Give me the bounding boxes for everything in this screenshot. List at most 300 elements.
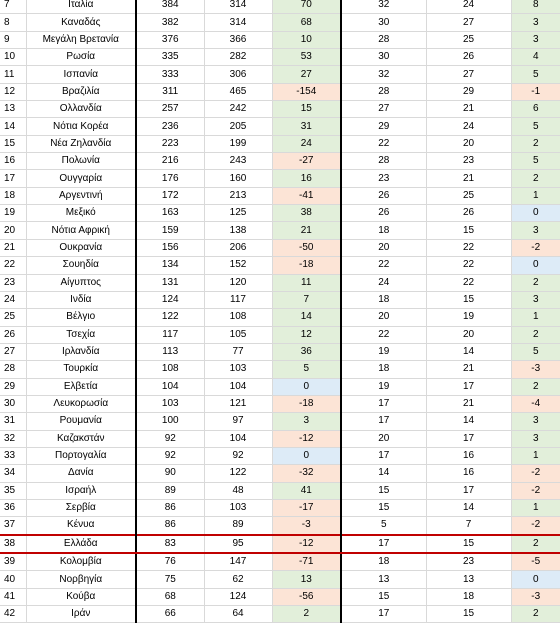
table-row xyxy=(0,413,560,430)
difference-cell: 0 xyxy=(272,447,341,464)
value-b-cell: 104 xyxy=(204,430,272,447)
table-row xyxy=(0,0,560,14)
value-a-cell: 382 xyxy=(136,14,204,31)
table-row xyxy=(0,118,560,135)
value-a-cell: 384 xyxy=(136,0,204,14)
difference-cell: 2 xyxy=(272,606,341,623)
table-row xyxy=(0,14,560,31)
table-row xyxy=(0,517,560,535)
rank-cell: 9 xyxy=(0,31,26,48)
difference-cell: 0 xyxy=(272,378,341,395)
table-row xyxy=(0,465,560,482)
country-cell: Ρουμανία xyxy=(26,413,136,430)
country-cell: Νέα Ζηλανδία xyxy=(26,135,136,152)
difference-cell: 68 xyxy=(272,14,341,31)
value-c-cell: 29 xyxy=(341,118,426,135)
value-d-cell: 21 xyxy=(426,170,511,187)
difference-cell: -3 xyxy=(272,517,341,535)
value-e-cell: 2 xyxy=(511,378,560,395)
value-b-cell: 147 xyxy=(204,553,272,571)
difference-cell: 36 xyxy=(272,343,341,360)
table-row xyxy=(0,447,560,464)
difference-cell: -18 xyxy=(272,257,341,274)
value-b-cell: 103 xyxy=(204,499,272,516)
rank-cell: 30 xyxy=(0,395,26,412)
table-row xyxy=(0,343,560,360)
difference-cell: 31 xyxy=(272,118,341,135)
table-row xyxy=(0,326,560,343)
table-row xyxy=(0,135,560,152)
value-c-cell: 28 xyxy=(341,83,426,100)
value-d-cell: 20 xyxy=(426,326,511,343)
value-a-cell: 108 xyxy=(136,361,204,378)
value-d-cell: 21 xyxy=(426,361,511,378)
value-e-cell: 0 xyxy=(511,205,560,222)
value-d-cell: 27 xyxy=(426,14,511,31)
value-b-cell: 124 xyxy=(204,588,272,605)
value-b-cell: 92 xyxy=(204,447,272,464)
value-e-cell: 3 xyxy=(511,14,560,31)
country-cell: Ισπανία xyxy=(26,66,136,83)
value-e-cell: 3 xyxy=(511,413,560,430)
table-row xyxy=(0,535,560,553)
value-b-cell: 120 xyxy=(204,274,272,291)
country-cell: Ελλάδα xyxy=(26,535,136,553)
value-b-cell: 117 xyxy=(204,291,272,308)
value-d-cell: 22 xyxy=(426,257,511,274)
value-e-cell: -5 xyxy=(511,553,560,571)
value-a-cell: 176 xyxy=(136,170,204,187)
difference-cell: 7 xyxy=(272,291,341,308)
country-cell: Ουγγαρία xyxy=(26,170,136,187)
value-c-cell: 26 xyxy=(341,205,426,222)
value-d-cell: 14 xyxy=(426,499,511,516)
value-e-cell: 2 xyxy=(511,170,560,187)
value-d-cell: 19 xyxy=(426,309,511,326)
value-a-cell: 68 xyxy=(136,588,204,605)
value-d-cell: 7 xyxy=(426,517,511,535)
country-cell: Ολλανδία xyxy=(26,101,136,118)
value-a-cell: 83 xyxy=(136,535,204,553)
value-a-cell: 131 xyxy=(136,274,204,291)
table-row xyxy=(0,588,560,605)
difference-cell: 38 xyxy=(272,205,341,222)
rank-cell: 26 xyxy=(0,326,26,343)
country-cell: Ινδία xyxy=(26,291,136,308)
rank-cell: 8 xyxy=(0,14,26,31)
value-c-cell: 19 xyxy=(341,343,426,360)
value-a-cell: 92 xyxy=(136,447,204,464)
country-cell: Κένυα xyxy=(26,517,136,535)
value-e-cell: 1 xyxy=(511,187,560,204)
value-e-cell: -2 xyxy=(511,482,560,499)
value-c-cell: 24 xyxy=(341,274,426,291)
table-row xyxy=(0,309,560,326)
value-b-cell: 138 xyxy=(204,222,272,239)
value-d-cell: 29 xyxy=(426,83,511,100)
value-e-cell: 5 xyxy=(511,343,560,360)
value-e-cell: 3 xyxy=(511,222,560,239)
country-cell: Νότια Αφρική xyxy=(26,222,136,239)
value-d-cell: 23 xyxy=(426,153,511,170)
value-b-cell: 122 xyxy=(204,465,272,482)
value-d-cell: 24 xyxy=(426,0,511,14)
value-a-cell: 100 xyxy=(136,413,204,430)
value-e-cell: 0 xyxy=(511,571,560,588)
value-d-cell: 15 xyxy=(426,291,511,308)
value-c-cell: 30 xyxy=(341,14,426,31)
value-b-cell: 108 xyxy=(204,309,272,326)
country-cell: Καζακστάν xyxy=(26,430,136,447)
value-b-cell: 152 xyxy=(204,257,272,274)
value-c-cell: 15 xyxy=(341,482,426,499)
value-d-cell: 21 xyxy=(426,395,511,412)
country-cell: Κούβα xyxy=(26,588,136,605)
value-b-cell: 160 xyxy=(204,170,272,187)
value-e-cell: 5 xyxy=(511,66,560,83)
value-d-cell: 17 xyxy=(426,378,511,395)
rank-cell: 37 xyxy=(0,517,26,535)
value-c-cell: 18 xyxy=(341,291,426,308)
value-b-cell: 206 xyxy=(204,239,272,256)
value-a-cell: 86 xyxy=(136,517,204,535)
table-row xyxy=(0,239,560,256)
value-a-cell: 86 xyxy=(136,499,204,516)
difference-cell: -56 xyxy=(272,588,341,605)
value-d-cell: 15 xyxy=(426,222,511,239)
value-a-cell: 134 xyxy=(136,257,204,274)
rank-cell: 24 xyxy=(0,291,26,308)
value-e-cell: 2 xyxy=(511,135,560,152)
table-row xyxy=(0,291,560,308)
value-e-cell: 3 xyxy=(511,31,560,48)
rank-cell: 13 xyxy=(0,101,26,118)
value-e-cell: -1 xyxy=(511,83,560,100)
difference-cell: -12 xyxy=(272,430,341,447)
value-d-cell: 18 xyxy=(426,588,511,605)
value-d-cell: 20 xyxy=(426,135,511,152)
difference-cell: 11 xyxy=(272,274,341,291)
value-c-cell: 18 xyxy=(341,553,426,571)
country-cell: Καναδάς xyxy=(26,14,136,31)
rank-cell: 22 xyxy=(0,257,26,274)
difference-cell: 24 xyxy=(272,135,341,152)
table-row xyxy=(0,222,560,239)
rank-cell: 38 xyxy=(0,535,26,553)
value-a-cell: 236 xyxy=(136,118,204,135)
table-row xyxy=(0,274,560,291)
table-row xyxy=(0,430,560,447)
value-a-cell: 113 xyxy=(136,343,204,360)
country-cell: Πολωνία xyxy=(26,153,136,170)
value-b-cell: 314 xyxy=(204,0,272,14)
value-b-cell: 366 xyxy=(204,31,272,48)
table-row xyxy=(0,378,560,395)
value-e-cell: -3 xyxy=(511,588,560,605)
value-a-cell: 117 xyxy=(136,326,204,343)
difference-cell: -12 xyxy=(272,535,341,553)
difference-cell: 15 xyxy=(272,101,341,118)
value-e-cell: -2 xyxy=(511,239,560,256)
value-a-cell: 335 xyxy=(136,49,204,66)
value-e-cell: 0 xyxy=(511,257,560,274)
value-c-cell: 17 xyxy=(341,535,426,553)
country-cell: Βέλγιο xyxy=(26,309,136,326)
rank-cell: 18 xyxy=(0,187,26,204)
value-c-cell: 17 xyxy=(341,413,426,430)
value-b-cell: 77 xyxy=(204,343,272,360)
table-row xyxy=(0,606,560,623)
value-d-cell: 13 xyxy=(426,571,511,588)
difference-cell: -27 xyxy=(272,153,341,170)
value-b-cell: 95 xyxy=(204,535,272,553)
difference-cell: -41 xyxy=(272,187,341,204)
table-row xyxy=(0,170,560,187)
value-d-cell: 17 xyxy=(426,430,511,447)
difference-cell: 13 xyxy=(272,571,341,588)
table-row xyxy=(0,257,560,274)
value-c-cell: 17 xyxy=(341,447,426,464)
value-e-cell: 1 xyxy=(511,309,560,326)
rank-cell: 27 xyxy=(0,343,26,360)
rank-cell: 29 xyxy=(0,378,26,395)
value-e-cell: -2 xyxy=(511,465,560,482)
country-cell: Νορβηγία xyxy=(26,571,136,588)
country-cell: Βραζιλία xyxy=(26,83,136,100)
value-d-cell: 14 xyxy=(426,413,511,430)
value-b-cell: 121 xyxy=(204,395,272,412)
value-a-cell: 333 xyxy=(136,66,204,83)
value-b-cell: 199 xyxy=(204,135,272,152)
value-a-cell: 76 xyxy=(136,553,204,571)
country-cell: Τσεχία xyxy=(26,326,136,343)
country-cell: Ιράν xyxy=(26,606,136,623)
value-a-cell: 223 xyxy=(136,135,204,152)
value-c-cell: 20 xyxy=(341,309,426,326)
country-cell: Νότια Κορέα xyxy=(26,118,136,135)
table-row xyxy=(0,187,560,204)
country-cell: Αίγυπτος xyxy=(26,274,136,291)
value-c-cell: 27 xyxy=(341,101,426,118)
country-cell: Ρωσία xyxy=(26,49,136,66)
value-e-cell: 2 xyxy=(511,535,560,553)
value-e-cell: -3 xyxy=(511,361,560,378)
value-e-cell: 5 xyxy=(511,153,560,170)
difference-cell: 53 xyxy=(272,49,341,66)
country-cell: Ισραήλ xyxy=(26,482,136,499)
value-d-cell: 15 xyxy=(426,535,511,553)
value-e-cell: -4 xyxy=(511,395,560,412)
difference-cell: -154 xyxy=(272,83,341,100)
value-b-cell: 465 xyxy=(204,83,272,100)
country-cell: Δανία xyxy=(26,465,136,482)
rank-cell: 7 xyxy=(0,0,26,14)
value-a-cell: 124 xyxy=(136,291,204,308)
rank-cell: 36 xyxy=(0,499,26,516)
rank-cell: 16 xyxy=(0,153,26,170)
value-c-cell: 15 xyxy=(341,588,426,605)
value-b-cell: 306 xyxy=(204,66,272,83)
value-b-cell: 105 xyxy=(204,326,272,343)
value-d-cell: 26 xyxy=(426,205,511,222)
table-row xyxy=(0,66,560,83)
value-d-cell: 27 xyxy=(426,66,511,83)
value-c-cell: 22 xyxy=(341,326,426,343)
value-c-cell: 14 xyxy=(341,465,426,482)
value-b-cell: 282 xyxy=(204,49,272,66)
value-c-cell: 5 xyxy=(341,517,426,535)
value-a-cell: 103 xyxy=(136,395,204,412)
value-e-cell: 8 xyxy=(511,0,560,14)
value-a-cell: 89 xyxy=(136,482,204,499)
value-d-cell: 17 xyxy=(426,482,511,499)
country-cell: Μεξικό xyxy=(26,205,136,222)
value-d-cell: 16 xyxy=(426,465,511,482)
value-b-cell: 125 xyxy=(204,205,272,222)
difference-cell: -32 xyxy=(272,465,341,482)
value-b-cell: 89 xyxy=(204,517,272,535)
value-d-cell: 21 xyxy=(426,101,511,118)
difference-cell: 21 xyxy=(272,222,341,239)
value-c-cell: 18 xyxy=(341,361,426,378)
rank-cell: 23 xyxy=(0,274,26,291)
value-d-cell: 25 xyxy=(426,31,511,48)
value-c-cell: 19 xyxy=(341,378,426,395)
value-b-cell: 213 xyxy=(204,187,272,204)
value-d-cell: 23 xyxy=(426,553,511,571)
value-a-cell: 257 xyxy=(136,101,204,118)
rank-cell: 10 xyxy=(0,49,26,66)
table-row xyxy=(0,499,560,516)
value-a-cell: 216 xyxy=(136,153,204,170)
value-b-cell: 64 xyxy=(204,606,272,623)
value-c-cell: 32 xyxy=(341,66,426,83)
country-cell: Κολομβία xyxy=(26,553,136,571)
value-e-cell: 1 xyxy=(511,447,560,464)
rank-cell: 17 xyxy=(0,170,26,187)
value-e-cell: 2 xyxy=(511,274,560,291)
value-a-cell: 122 xyxy=(136,309,204,326)
table-row xyxy=(0,49,560,66)
value-b-cell: 243 xyxy=(204,153,272,170)
value-b-cell: 104 xyxy=(204,378,272,395)
rank-cell: 39 xyxy=(0,553,26,571)
value-a-cell: 66 xyxy=(136,606,204,623)
value-d-cell: 22 xyxy=(426,274,511,291)
rank-cell: 42 xyxy=(0,606,26,623)
value-e-cell: 4 xyxy=(511,49,560,66)
rank-cell: 40 xyxy=(0,571,26,588)
value-c-cell: 23 xyxy=(341,170,426,187)
value-e-cell: 2 xyxy=(511,606,560,623)
value-c-cell: 17 xyxy=(341,395,426,412)
rank-cell: 21 xyxy=(0,239,26,256)
difference-cell: 70 xyxy=(272,0,341,14)
rank-cell: 19 xyxy=(0,205,26,222)
rank-cell: 25 xyxy=(0,309,26,326)
value-a-cell: 311 xyxy=(136,83,204,100)
value-d-cell: 15 xyxy=(426,606,511,623)
value-a-cell: 156 xyxy=(136,239,204,256)
value-a-cell: 75 xyxy=(136,571,204,588)
value-e-cell: 2 xyxy=(511,326,560,343)
value-c-cell: 28 xyxy=(341,31,426,48)
rank-cell: 28 xyxy=(0,361,26,378)
value-d-cell: 22 xyxy=(426,239,511,256)
difference-cell: 16 xyxy=(272,170,341,187)
rank-cell: 14 xyxy=(0,118,26,135)
difference-cell: -18 xyxy=(272,395,341,412)
value-b-cell: 62 xyxy=(204,571,272,588)
rank-cell: 34 xyxy=(0,465,26,482)
value-e-cell: 5 xyxy=(511,118,560,135)
value-d-cell: 25 xyxy=(426,187,511,204)
value-e-cell: 6 xyxy=(511,101,560,118)
value-c-cell: 32 xyxy=(341,0,426,14)
value-c-cell: 15 xyxy=(341,499,426,516)
value-a-cell: 376 xyxy=(136,31,204,48)
table-row xyxy=(0,83,560,100)
rank-cell: 41 xyxy=(0,588,26,605)
country-cell: Μεγάλη Βρετανία xyxy=(26,31,136,48)
value-e-cell: 3 xyxy=(511,430,560,447)
value-a-cell: 104 xyxy=(136,378,204,395)
value-c-cell: 20 xyxy=(341,430,426,447)
rank-cell: 20 xyxy=(0,222,26,239)
value-a-cell: 159 xyxy=(136,222,204,239)
table-row xyxy=(0,205,560,222)
value-d-cell: 24 xyxy=(426,118,511,135)
value-c-cell: 20 xyxy=(341,239,426,256)
value-b-cell: 205 xyxy=(204,118,272,135)
value-c-cell: 13 xyxy=(341,571,426,588)
difference-cell: 3 xyxy=(272,413,341,430)
value-a-cell: 90 xyxy=(136,465,204,482)
country-cell: Ουκρανία xyxy=(26,239,136,256)
value-a-cell: 172 xyxy=(136,187,204,204)
value-e-cell: 3 xyxy=(511,291,560,308)
rank-cell: 15 xyxy=(0,135,26,152)
value-d-cell: 16 xyxy=(426,447,511,464)
value-c-cell: 22 xyxy=(341,135,426,152)
rank-cell: 35 xyxy=(0,482,26,499)
country-cell: Τουρκία xyxy=(26,361,136,378)
difference-cell: -71 xyxy=(272,553,341,571)
table-row xyxy=(0,395,560,412)
value-a-cell: 163 xyxy=(136,205,204,222)
value-c-cell: 28 xyxy=(341,153,426,170)
country-cell: Λευκορωσία xyxy=(26,395,136,412)
country-cell: Σερβία xyxy=(26,499,136,516)
value-c-cell: 17 xyxy=(341,606,426,623)
rank-cell: 11 xyxy=(0,66,26,83)
country-cell: Σουηδία xyxy=(26,257,136,274)
value-b-cell: 97 xyxy=(204,413,272,430)
rank-cell: 33 xyxy=(0,447,26,464)
difference-cell: 41 xyxy=(272,482,341,499)
difference-cell: 27 xyxy=(272,66,341,83)
value-a-cell: 92 xyxy=(136,430,204,447)
value-b-cell: 103 xyxy=(204,361,272,378)
difference-cell: 5 xyxy=(272,361,341,378)
rank-cell: 31 xyxy=(0,413,26,430)
value-c-cell: 22 xyxy=(341,257,426,274)
country-cell: Πορτογαλία xyxy=(26,447,136,464)
table-row xyxy=(0,571,560,588)
rank-cell: 32 xyxy=(0,430,26,447)
value-b-cell: 242 xyxy=(204,101,272,118)
table-row xyxy=(0,361,560,378)
